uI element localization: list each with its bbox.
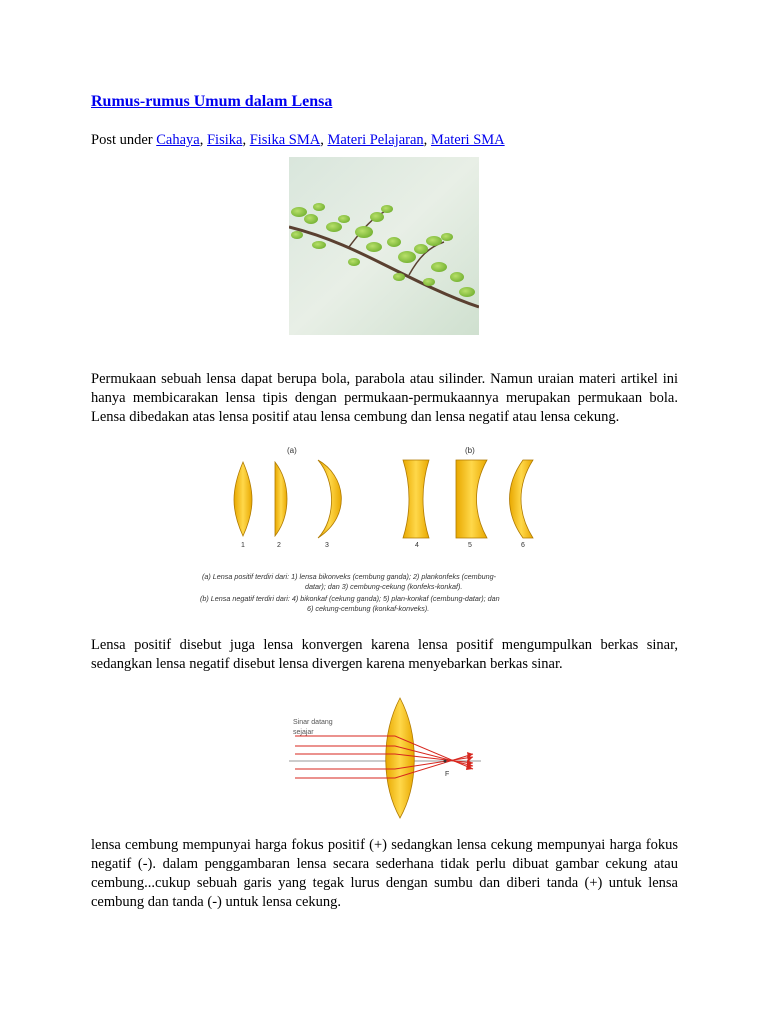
lens-number-4: 4 xyxy=(415,542,419,549)
category-link-cahaya[interactable]: Cahaya xyxy=(156,132,200,148)
paragraph-converging-diverging: Lensa positif disebut juga lensa konvergen karena lensa positif mengumpulkan berkas sinar, sedangkan lensa negatif disebut lensa divergen karena menyebarkan berkas sinar. xyxy=(91,637,678,672)
lens-1-biconvex-shape xyxy=(234,462,252,536)
paragraph-lens-surfaces: Permukaan sebuah lensa dapat berupa bola, parabola atau silinder. Namun uraian materi artikel ini hanya membicarakan lensa tipis dengan permukaan-permukaannya merupakan permukaan bola. Lensa dibedakan atas lensa positif atau lensa cembung dan lensa negatif atau lensa cekung. xyxy=(91,371,678,425)
lens-number-5: 5 xyxy=(468,542,472,549)
post-under-line: Post under Cahaya, Fisika, Fisika SMA, Materi Pelajaran, Materi SMA xyxy=(91,132,505,148)
group-a-label: (a) xyxy=(287,446,297,455)
lens-4-biconcave-shape xyxy=(403,460,429,538)
lens-2-planoconvex-shape xyxy=(275,462,287,536)
paragraph-focus-signs: lensa cembung mempunyai harga fokus positif (+) sedangkan lensa cekung mempunyai harga fokus negatif (-). dalam penggambaran lensa secara sederhana tidak perlu dibuat gambar cekung atau cembung...cukup sebuah garis yang tegak lurus dengan sumbu dan diberi tanda (+) untuk lensa cembung dan tanda (-) untuk lensa cekung. xyxy=(91,837,678,910)
lens-5-planoconcave-shape xyxy=(456,460,487,538)
category-link-materi-sma[interactable]: Materi SMA xyxy=(430,132,505,148)
lens-number-6: 6 xyxy=(521,542,525,549)
category-link-fisika[interactable]: Fisika xyxy=(206,132,243,148)
lens-number-1: 1 xyxy=(241,542,245,549)
lens-6-concave-convex-shape xyxy=(510,460,534,538)
ray-label-line-1: Sinar datang xyxy=(293,719,333,726)
lens-types-figure xyxy=(195,440,585,618)
branch-leaves-photo xyxy=(289,157,479,335)
group-b-label: (b) xyxy=(465,446,475,455)
lens-caption-line-3: (b) Lensa negatif terdiri dari: 4) bikonkaf (cekung ganda); 5) plan-konkaf (cembung-datar); dan xyxy=(200,594,500,603)
lens-caption-line-4: 6) cekung-cembung (konkaf-konveks). xyxy=(307,604,430,613)
lens-number-2: 2 xyxy=(277,542,281,549)
ray-label-line-2: sejajar xyxy=(293,729,314,736)
lens-caption-line-2: datar); dan 3) cembung-cekung (konfeks-konkaf). xyxy=(305,582,463,591)
category-link-materi-pelajaran[interactable]: Materi Pelajaran xyxy=(327,132,424,148)
lens-number-3: 3 xyxy=(325,542,329,549)
article-title-link[interactable]: Rumus-rumus Umum dalam Lensa xyxy=(91,93,333,110)
lens-caption-line-1: (a) Lensa positif terdiri dari: 1) lensa bikonveks (cembung ganda); 2) plankonfeks (cembung- xyxy=(202,572,497,581)
category-link-fisika-sma[interactable]: Fisika SMA xyxy=(249,132,321,148)
convex-lens-ray-diagram xyxy=(285,694,485,822)
lens-3-meniscus-shape xyxy=(318,460,341,538)
focus-label: F xyxy=(445,771,450,778)
post-under-label: Post under xyxy=(91,132,153,148)
ray-lens-shape xyxy=(386,698,415,818)
